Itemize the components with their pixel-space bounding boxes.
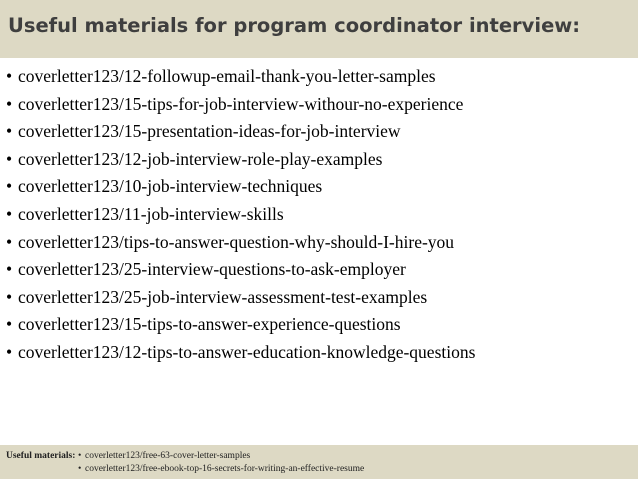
list-item[interactable] <box>6 66 475 94</box>
list-item[interactable] <box>6 314 475 342</box>
footer-label <box>6 451 75 461</box>
bullet: • <box>6 231 13 252</box>
footer-link-text[interactable]: coverletter123/free-63-cover-letter-samples <box>85 451 251 461</box>
link-text[interactable]: coverletter123/11-job-interview-skills <box>18 203 284 224</box>
bullet: • <box>6 66 13 86</box>
footer-label-text: Useful materials <box>6 451 73 461</box>
footer-list-item[interactable] <box>78 451 364 464</box>
link-text[interactable]: coverletter123/12-tips-to-answer-education-knowledge-questions <box>18 341 476 362</box>
list-item[interactable] <box>6 176 475 204</box>
list-item[interactable] <box>6 149 475 177</box>
link-text[interactable]: coverletter123/25-interview-questions-to-ask-employer <box>18 259 406 280</box>
bullet: • <box>6 121 13 142</box>
link-text[interactable]: coverletter123/15-presentation-ideas-for-job-interview <box>18 121 401 142</box>
bullet: • <box>6 93 13 114</box>
bullet: • <box>6 176 13 197</box>
materials-list <box>6 66 475 370</box>
link-text[interactable]: coverletter123/15-tips-for-job-interview-withour-no-experience <box>18 93 464 114</box>
link-text[interactable]: coverletter123/15-tips-to-answer-experience-questions <box>18 314 401 335</box>
footer-separator: : <box>72 451 76 461</box>
bullet: • <box>78 451 82 461</box>
link-text[interactable]: coverletter123/12-job-interview-role-play-examples <box>18 148 383 169</box>
list-item[interactable] <box>6 342 475 370</box>
bullet: • <box>6 341 13 362</box>
link-text[interactable]: coverletter123/25-job-interview-assessment-test-examples <box>18 286 428 307</box>
bullet: • <box>6 286 13 307</box>
link-text[interactable]: coverletter123/10-job-interview-techniques <box>18 176 323 197</box>
footer-list-item[interactable] <box>78 464 364 477</box>
bullet: • <box>6 314 13 335</box>
list-item[interactable] <box>6 121 475 149</box>
bullet: • <box>6 148 13 169</box>
page-title: Useful materials for program coordinator interview: <box>8 14 581 37</box>
footer-list <box>78 451 364 477</box>
bullet: • <box>6 259 13 280</box>
bullet: • <box>6 203 13 224</box>
title-bar <box>0 0 638 58</box>
footer-link-text[interactable]: coverletter123/free-ebook-top-16-secrets-for-writing-an-effective-resume <box>85 464 365 474</box>
list-item[interactable] <box>6 287 475 315</box>
link-text[interactable]: coverletter123/tips-to-answer-question-why-should-I-hire-you <box>18 231 455 252</box>
list-item[interactable] <box>6 232 475 260</box>
list-item[interactable] <box>6 259 475 287</box>
bullet: • <box>78 464 82 474</box>
list-item[interactable] <box>6 204 475 232</box>
list-item[interactable] <box>6 94 475 122</box>
link-text[interactable]: coverletter123/12-followup-email-thank-you-letter-samples <box>18 66 436 86</box>
